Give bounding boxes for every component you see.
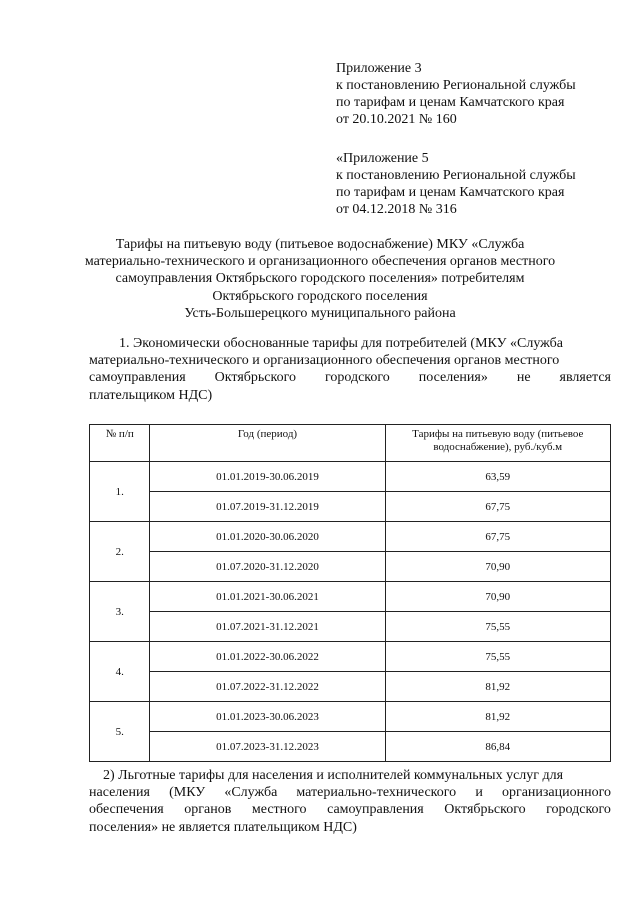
appendix-header-previous: [336, 150, 626, 218]
row-number: 3.: [90, 582, 150, 642]
word: городского: [546, 802, 611, 818]
tariff-value-cell: 81,92: [385, 672, 610, 702]
paragraph-line: [89, 369, 611, 386]
header-value: Тарифы на питьевую воду (питьевое водоснабжение), руб./куб.м: [385, 425, 610, 462]
paragraph-line: [89, 387, 611, 404]
word: Октябрьского: [214, 370, 296, 386]
appendix-number: «Приложение 5: [336, 151, 429, 166]
table-body: [90, 462, 611, 762]
table-row: [90, 642, 611, 672]
word: материально-технического: [296, 785, 457, 801]
word: организационного: [501, 785, 611, 801]
tariff-value-cell: 67,75: [385, 522, 610, 552]
word: 1. Экономически обоснованные тарифы для потребителей (МКУ «Служба: [119, 336, 563, 351]
appendix-date-number: от 20.10.2021 № 160: [336, 112, 457, 127]
title-line: Тарифы на питьевую воду (питьевое водоснабжение) МКУ «Служба: [115, 237, 525, 252]
table-row: [90, 702, 611, 732]
appendix-ref-line: по тарифам и ценам Камчатского края: [336, 185, 565, 200]
word: населения: [89, 785, 150, 801]
word: местного: [251, 802, 307, 818]
row-number: 4.: [90, 642, 150, 702]
period-cell: 01.07.2021-31.12.2021: [150, 612, 385, 642]
section-2-paragraph: [89, 767, 611, 836]
paragraph-line: 2) Льготные тарифы для населения и исполнителей коммунальных услуг для: [103, 768, 564, 783]
table-row: [90, 582, 611, 612]
tariff-value-cell: 75,55: [385, 612, 610, 642]
tariff-value-cell: 70,90: [385, 552, 610, 582]
section-1-paragraph: [89, 335, 611, 404]
tariff-value-cell: 70,90: [385, 582, 610, 612]
tariff-value-cell: 63,59: [385, 462, 610, 492]
word: материально-технического и организационного обеспечения органов местного: [89, 353, 560, 369]
table-row: [90, 612, 611, 642]
word: органов: [184, 802, 232, 818]
appendix-ref-line: по тарифам и ценам Камчатского края: [336, 95, 565, 110]
appendix-date-number: от 04.12.2018 № 316: [336, 202, 457, 217]
appendix-header-current: [336, 60, 626, 128]
paragraph-line: поселения» не является плательщиком НДС): [89, 819, 357, 835]
appendix-number: Приложение 3: [336, 61, 422, 76]
document-title: [80, 236, 560, 322]
word: «Служба: [224, 785, 278, 801]
word: обеспечения: [89, 802, 164, 818]
period-cell: 01.01.2019-30.06.2019: [150, 462, 385, 492]
appendix-ref-line: к постановлению Региональной службы: [336, 78, 576, 93]
title-line: самоуправления Октябрьского городского поселения» потребителям: [115, 271, 525, 287]
word: поселения»: [418, 370, 488, 386]
paragraph-line: [89, 352, 611, 369]
tariff-value-cell: 86,84: [385, 732, 610, 762]
title-line: Усть-Большерецкого муниципального района: [184, 305, 456, 321]
table-row: [90, 672, 611, 702]
period-cell: 01.01.2020-30.06.2020: [150, 522, 385, 552]
paragraph-line: [89, 801, 611, 818]
period-cell: 01.07.2022-31.12.2022: [150, 672, 385, 702]
period-cell: 01.07.2020-31.12.2020: [150, 552, 385, 582]
word: самоуправления: [327, 802, 424, 818]
row-number: 5.: [90, 702, 150, 762]
word: является: [559, 370, 611, 386]
period-cell: 01.01.2023-30.06.2023: [150, 702, 385, 732]
title-line: материально-технического и организационного обеспечения органов местного: [84, 254, 556, 270]
word: Октябрьского: [444, 802, 526, 818]
header-num: № п/п: [90, 425, 150, 462]
table-row: [90, 522, 611, 552]
paragraph-line: [89, 784, 611, 801]
row-number: 2.: [90, 522, 150, 582]
title-line: Октябрьского городского поселения: [212, 288, 428, 304]
header-period: Год (период): [150, 425, 385, 462]
word: плательщиком НДС): [89, 387, 213, 403]
row-number: 1.: [90, 462, 150, 522]
word: городского: [324, 370, 390, 386]
table-row: [90, 732, 611, 762]
word: и: [475, 785, 483, 801]
table-row: [90, 462, 611, 492]
table-row: [90, 552, 611, 582]
tariff-value-cell: 81,92: [385, 702, 610, 732]
table-row: [90, 492, 611, 522]
period-cell: 01.01.2021-30.06.2021: [150, 582, 385, 612]
period-cell: 01.07.2019-31.12.2019: [150, 492, 385, 522]
word: не: [516, 370, 531, 386]
word: (МКУ: [169, 785, 206, 801]
tariff-value-cell: 75,55: [385, 642, 610, 672]
table-header-row: [90, 425, 611, 462]
tariff-value-cell: 67,75: [385, 492, 610, 522]
period-cell: 01.01.2022-30.06.2022: [150, 642, 385, 672]
period-cell: 01.07.2023-31.12.2023: [150, 732, 385, 762]
paragraph-line: [89, 335, 611, 352]
tariffs-table: [89, 424, 611, 762]
word: самоуправления: [89, 370, 186, 386]
appendix-ref-line: к постановлению Региональной службы: [336, 168, 576, 183]
